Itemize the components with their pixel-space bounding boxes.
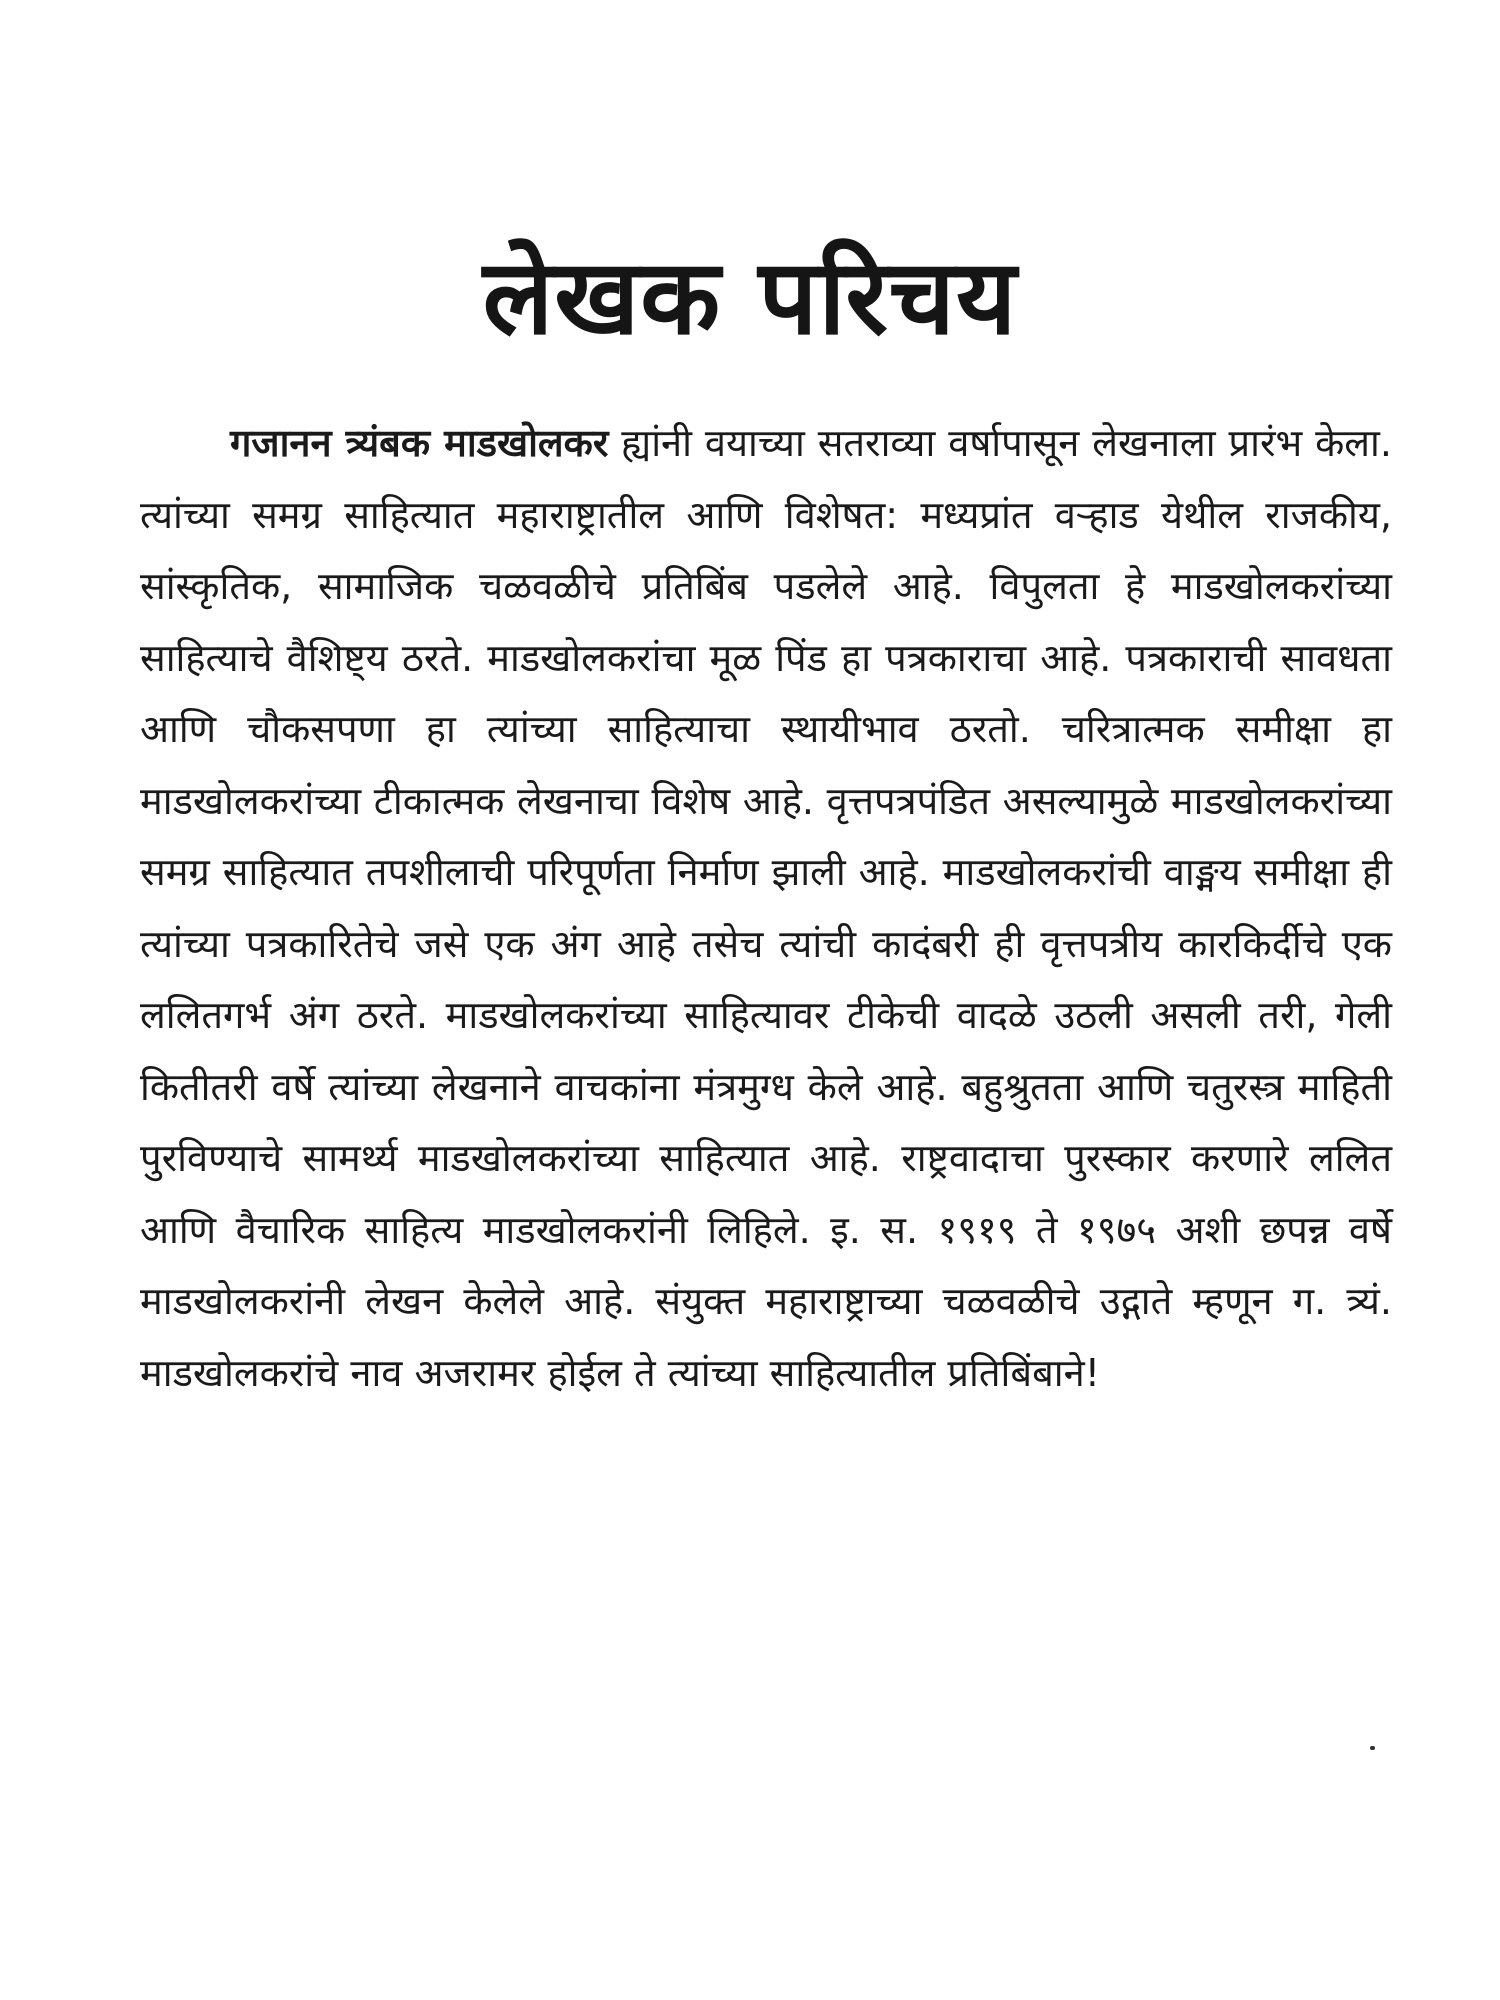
author-name: गजानन त्र्यंबक माडखोलकर	[230, 421, 609, 465]
paragraph-body: ह्यांनी वयाच्या सतराव्या वर्षापासून लेखनाला प्रारंभ केला. त्यांच्या समग्र साहित्यात महाराष्ट्रातील आणि विशेषत: मध्यप्रांत वऱ्हाड येथील राजकीय, सांस्कृतिक, सामाजिक चळवळीचे प्रतिबिंब पडलेले आहे. विपुलता हे माडखोलकरांच्या साहित्याचे वैशिष्ट्य ठरते. माडखोलकरांचा मूळ पिंड हा पत्रकाराचा आहे. पत्रकाराची सावधता आणि चौकसपणा हा त्यांच्या साहित्याचा स्थायीभाव ठरतो. चरित्रात्मक समीक्षा हा माडखोलकरांच्या टीकात्मक लेखनाचा विशेष आहे. वृत्तपत्रपंडित असल्यामुळे माडखोलकरांच्या समग्र साहित्यात तपशीलाची परिपूर्णता निर्माण झाली आहे. माडखोलकरांची वाङ्मय समीक्षा ही त्यांच्या पत्रकारितेचे जसे एक अंग आहे तसेच त्यांची कादंबरी ही वृत्तपत्रीय कारकिर्दीचे एक ललितगर्भ अंग ठरते. माडखोलकरांच्या साहित्यावर टीकेची वादळे उठली असली तरी, गेली कितीतरी वर्षे त्यांच्या लेखनाने वाचकांना मंत्रमुग्ध केले आहे. बहुश्रुतता आणि चतुरस्त्र माहिती पुरविण्याचे सामर्थ्य माडखोलकरांच्या साहित्यात आहे. राष्ट्रवादाचा पुरस्कार करणारे ललित आणि वैचारिक साहित्य माडखोलकरांनी लिहिले. इ. स. १९१९ ते १९७५ अशी छपन्न वर्षे माडखोलकरांनी लेखन केलेले आहे. संयुक्त महाराष्ट्राच्या चळवळीचे उद्गाते म्हणून ग. त्र्यं. माडखोलकरांचे नाव अजरामर होईल ते त्यांच्या साहित्यातील प्रतिबिंबाने!	[140, 421, 1392, 1395]
page-title: लेखक परिचय	[482, 236, 1018, 358]
scan-speck	[1370, 1746, 1375, 1750]
author-introduction-paragraph	[140, 408, 1392, 1409]
